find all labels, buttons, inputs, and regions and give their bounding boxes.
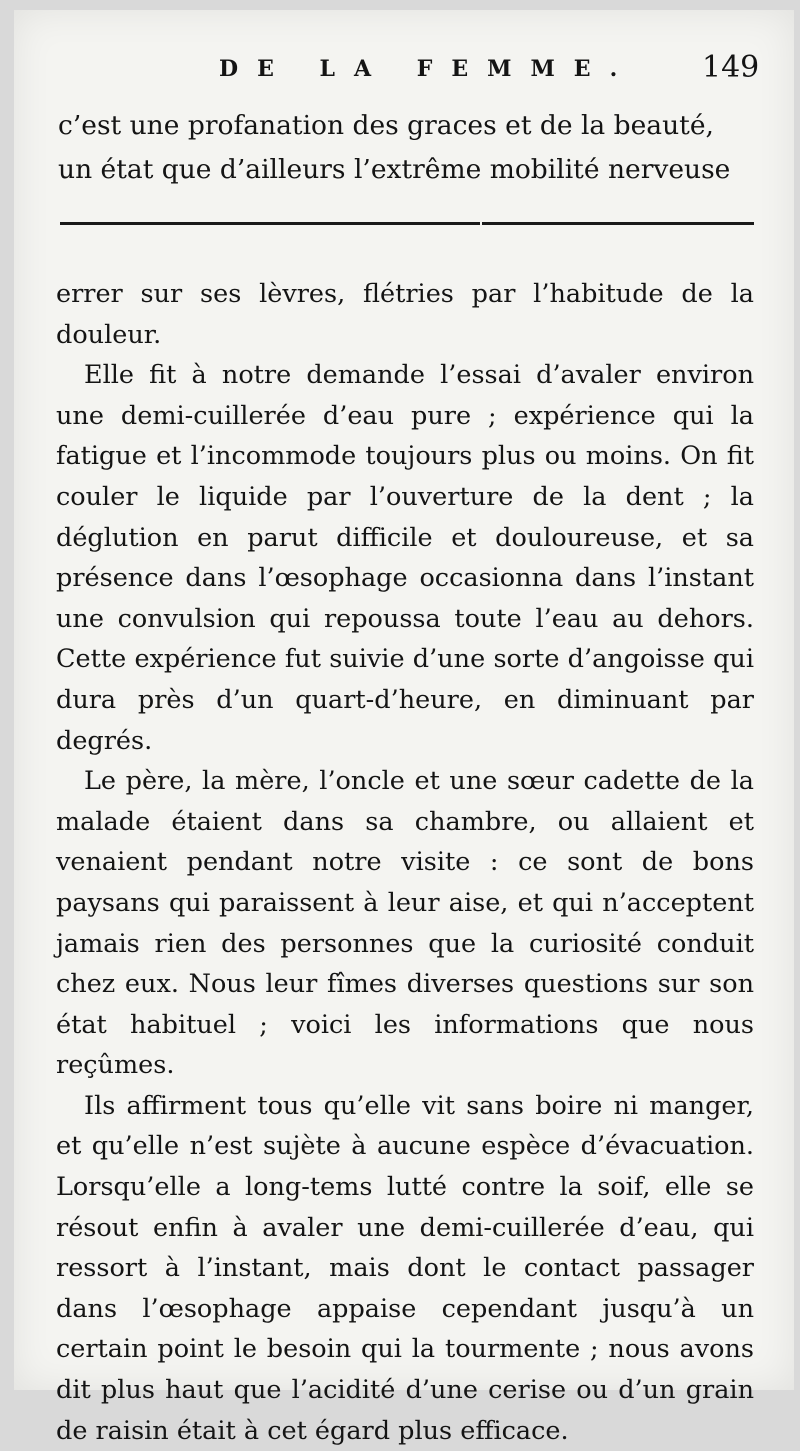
book-page [14, 10, 794, 1446]
paragraph: Le père, la mère, l’oncle et une sœur cadette de la malade étaient dans sa chambre, ou allaient et venaient pendant notre visite : ce sont de bons paysans qui paraissent à leur aise, et qui n’acceptent jamais rien des personnes que la curiosité conduit chez eux. Nous leur fîmes diverses questions sur son état habituel ; voici les informations que nous reçûmes. [56, 766, 754, 1081]
continued-text-line-2: un état que d’ailleurs l’extrême mobilité nerveuse [58, 154, 731, 185]
page-header [14, 46, 794, 86]
paragraph: Elle fit à notre demande l’essai d’avaler environ une demi-cuillerée d’eau pure ; expérience qui la fatigue et l’incommode toujours plus ou moins. On fit couler le liquide par l’ouverture de la dent ; la déglution en parut difficile et douloureuse, et sa présence dans l’œsophage occasionna dans l’instant une convulsion qui repoussa toute l’eau au dehors. Cette expérience fut suivie d’une sorte d’angoisse qui dura près d’un quart-d’heure, en diminuant par degrés. [56, 360, 754, 756]
section-divider-right [482, 222, 754, 225]
paragraph: Ils affirment tous qu’elle vit sans boire ni manger, et qu’elle n’est sujète à aucune espèce d’évacuation. Lorsqu’elle a long-tems lutté contre la soif, elle se résout enfin à avaler une demi-cuillerée d’eau, qui ressort à l’instant, mais dont le contact passager dans l’œsophage appaise cependant jusqu’à un certain point le besoin qui la tourmente ; nous avons dit plus haut que l’acidité d’une cerise ou d’un grain de raisin était à cet égard plus efficace. [56, 1090, 754, 1446]
page-number: 149 [702, 50, 760, 85]
body-text [56, 274, 754, 1451]
running-head: DE LA FEMME. [219, 56, 637, 82]
section-divider-left [60, 222, 480, 225]
continued-text-line-1: c’est une profanation des graces et de la beauté, [58, 110, 714, 141]
paragraph: errer sur ses lèvres, flétries par l’habitude de la douleur. [56, 279, 754, 350]
